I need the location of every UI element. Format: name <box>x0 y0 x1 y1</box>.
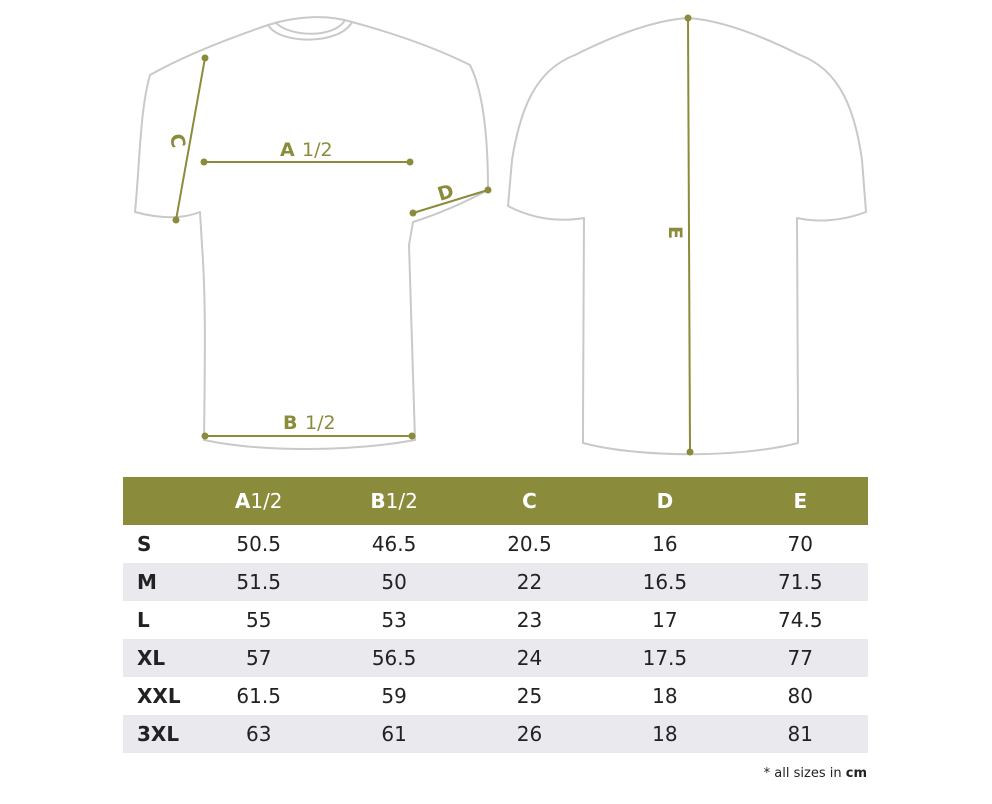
cell-d: 18 <box>652 684 678 708</box>
front-shirt-outline <box>135 17 488 449</box>
cell-b: 50 <box>326 563 461 601</box>
cell-d: 17 <box>652 608 678 632</box>
measure-dot <box>173 217 180 224</box>
header-size <box>123 477 191 525</box>
measure-dot <box>410 210 417 217</box>
cell-e: 74.5 <box>778 608 823 632</box>
table-row <box>123 525 868 563</box>
units-footnote <box>764 766 867 781</box>
measure-dot <box>201 159 208 166</box>
label-c: C <box>165 132 190 150</box>
measure-dot <box>409 433 416 440</box>
cell-b: 59 <box>381 684 407 708</box>
size-label: M <box>123 563 191 601</box>
table-header-row <box>123 477 868 525</box>
table-row <box>123 715 868 753</box>
header-b: B1/2 <box>370 489 418 513</box>
label-e: E <box>664 226 686 239</box>
header-e: E <box>793 489 808 513</box>
cell-b: 61 <box>326 715 461 753</box>
cell-c: 23 <box>516 608 543 632</box>
cell-d: 16.5 <box>597 563 732 601</box>
cell-a: 63 <box>191 715 326 753</box>
cell-c: 20.5 <box>507 532 552 556</box>
cell-c: 22 <box>462 563 597 601</box>
label-b-fraction: 1/2 <box>305 412 336 434</box>
footnote-unit: cm <box>845 766 867 781</box>
measure-dot <box>202 433 209 440</box>
measure-dot <box>685 15 692 22</box>
cell-e: 81 <box>733 715 868 753</box>
size-label: XL <box>123 639 191 677</box>
cell-d: 18 <box>597 715 732 753</box>
table-row <box>123 639 868 677</box>
measure-dot <box>407 159 414 166</box>
cell-e: 80 <box>787 684 813 708</box>
header-d: D <box>656 489 674 513</box>
back-shirt-outline <box>508 18 866 454</box>
cell-e: 70 <box>787 532 813 556</box>
cell-a: 57 <box>191 639 326 677</box>
cell-b: 53 <box>381 608 407 632</box>
measurement-lines <box>173 15 694 456</box>
measure-dot <box>485 187 492 194</box>
header-a: A1/2 <box>234 489 283 513</box>
cell-b: 46.5 <box>371 532 417 556</box>
label-a: A <box>280 139 295 161</box>
cell-e: 77 <box>733 639 868 677</box>
cell-e: 71.5 <box>733 563 868 601</box>
table-row <box>123 677 868 715</box>
cell-d: 17.5 <box>597 639 732 677</box>
footnote-text: * all sizes in <box>763 766 846 781</box>
size-label: XXL <box>137 684 181 708</box>
cell-a: 55 <box>245 608 272 632</box>
header-c: C <box>522 489 537 513</box>
cell-c: 24 <box>462 639 597 677</box>
cell-d: 16 <box>652 532 678 556</box>
measure-line-e <box>688 18 690 452</box>
cell-c: 26 <box>462 715 597 753</box>
size-label: 3XL <box>123 715 191 753</box>
cell-b: 56.5 <box>326 639 461 677</box>
measure-dot <box>202 55 209 62</box>
label-d: D <box>435 180 457 206</box>
measure-dot <box>687 449 694 456</box>
size-table <box>123 477 868 753</box>
cell-a: 51.5 <box>191 563 326 601</box>
table-row <box>123 601 868 639</box>
cell-a: 61.5 <box>236 684 281 708</box>
cell-a: 50.5 <box>236 532 281 556</box>
label-b: B <box>283 412 298 434</box>
label-a-fraction: 1/2 <box>302 139 333 161</box>
size-label: S <box>137 532 152 556</box>
cell-c: 25 <box>516 684 543 708</box>
size-label: L <box>137 608 150 632</box>
table-row <box>123 563 868 601</box>
